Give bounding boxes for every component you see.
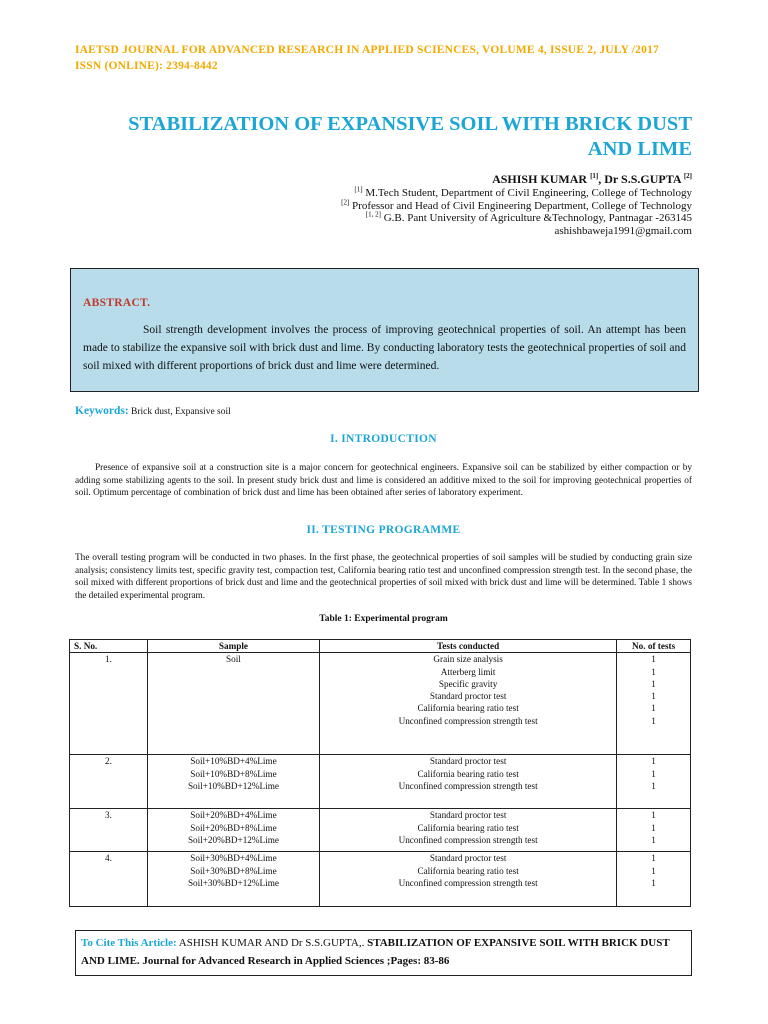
count-line: 1: [651, 691, 656, 702]
test-line: Atterberg limit: [440, 666, 496, 677]
table-caption: Table 1: Experimental program: [319, 614, 448, 624]
count-line: 1: [651, 853, 656, 864]
cell-tests: [320, 809, 617, 852]
cell-sno: 4.: [70, 852, 148, 907]
affiliation-1: [260, 187, 692, 200]
count-line: 1: [651, 810, 656, 821]
citation-authors: ASHISH KUMAR AND Dr S.S.GUPTA,.: [176, 937, 368, 949]
count-line: 1: [651, 865, 656, 876]
test-line: Grain size analysis: [433, 654, 503, 665]
paper-title-line-2: AND LIME: [587, 138, 692, 160]
count-line: 1: [651, 666, 656, 677]
cell-sample: [147, 809, 319, 852]
test-line: Unconfined compression strength test: [398, 834, 538, 845]
test-line: Unconfined compression strength test: [398, 715, 538, 726]
sample-line: Soil: [226, 654, 241, 665]
affiliation-2-text: Professor and Head of Civil Engineering Department, College of Technology: [352, 199, 692, 212]
cell-sample: [147, 653, 319, 755]
citation-box: [75, 930, 692, 976]
cell-tests: [320, 852, 617, 907]
test-line: Standard proctor test: [429, 810, 507, 821]
sample-line: Soil+10%BD+8%Lime: [190, 768, 277, 779]
table-row: [70, 653, 691, 755]
table-row: [70, 755, 691, 809]
cell-count: [617, 653, 691, 755]
test-line: Specific gravity: [438, 678, 498, 689]
test-line: Standard proctor test: [429, 756, 507, 767]
header-sno: S. No.: [70, 640, 148, 653]
header-tests: Tests conducted: [320, 640, 617, 653]
affiliation-3-marker: [1, 2]: [365, 210, 381, 219]
count-line: 1: [651, 703, 656, 714]
cell-sno: 2.: [70, 755, 148, 809]
section-heading-introduction: I. INTRODUCTION: [330, 433, 437, 445]
cell-count: [617, 755, 691, 809]
test-line: California bearing ratio test: [417, 768, 519, 779]
sample-line: Soil+20%BD+4%Lime: [190, 810, 277, 821]
count-line: 1: [651, 822, 656, 833]
count-line: 1: [651, 834, 656, 845]
count-line: 1: [651, 715, 656, 726]
sample-line: Soil+20%BD+12%Lime: [187, 834, 279, 845]
test-line: Unconfined compression strength test: [398, 780, 538, 791]
test-line: Standard proctor test: [429, 691, 507, 702]
sample-line: Soil+30%BD+8%Lime: [190, 865, 277, 876]
cell-sample: [147, 852, 319, 907]
experimental-program-table: [69, 639, 691, 907]
count-line: 1: [651, 780, 656, 791]
affiliation-2-marker: [2]: [341, 197, 350, 206]
author-email[interactable]: ashishbaweja1991@gmail.com: [554, 224, 692, 237]
testing-paragraph: The overall testing program will be conducted in two phases. In the first phase, the geotechnical properties of soil samples will be studied by conducting grain size analysis; consistency limits test, specific gravity test, compaction test, California bearing ratio test and unconfined compression strength test. In the second phase, the soil mixed with different proportions of brick dust and lime and the geotechnical properties of soil mixed with brick dust and lime will be determined. Table 1 shows the detailed experimental program.: [75, 553, 692, 601]
journal-header: [75, 42, 715, 74]
author-2: Dr S.S.GUPTA: [604, 172, 681, 186]
sample-line: Soil+10%BD+4%Lime: [190, 756, 277, 767]
count-line: 1: [651, 678, 656, 689]
test-line: Unconfined compression strength test: [398, 877, 538, 888]
cell-sample: [147, 755, 319, 809]
journal-title-line: IAETSD JOURNAL FOR ADVANCED RESEARCH IN APPLIED SCIENCES, VOLUME 4, ISSUE 2, JULY /2017: [75, 44, 659, 56]
count-line: 1: [651, 756, 656, 767]
author-names: [260, 172, 692, 187]
count-line: 1: [651, 768, 656, 779]
affiliation-3-text: G.B. Pant University of Agriculture &Technology, Pantnagar -263145: [383, 212, 692, 224]
table-row: [70, 852, 691, 907]
cell-count: [617, 809, 691, 852]
count-line: 1: [651, 654, 656, 665]
affiliation-2: [260, 197, 692, 213]
cell-sno: 1.: [70, 653, 148, 755]
paper-title-line-1: STABILIZATION OF EXPANSIVE SOIL WITH BRICK DUST: [128, 113, 692, 135]
test-line: Standard proctor test: [429, 853, 507, 864]
keywords-value: Brick dust, Expansive soil: [131, 407, 231, 417]
table-header-row: [70, 640, 691, 653]
header-sample: Sample: [147, 640, 319, 653]
journal-issn-line: ISSN (ONLINE): 2394-8442: [75, 60, 218, 72]
cell-tests: [320, 653, 617, 755]
count-line: 1: [651, 877, 656, 888]
author-block: [260, 172, 692, 237]
sample-line: Soil+30%BD+12%Lime: [187, 877, 279, 888]
abstract-box: [70, 268, 699, 392]
section-heading-testing-programme: II. TESTING PROGRAMME: [306, 524, 461, 536]
affiliation-1-text: M.Tech Student, Department of Civil Engineering, College of Technology: [365, 187, 692, 199]
abstract-heading: ABSTRACT.: [83, 297, 151, 309]
cell-sno: 3.: [70, 809, 148, 852]
header-count: No. of tests: [617, 640, 691, 653]
author-separator: ,: [598, 172, 605, 186]
test-line: California bearing ratio test: [417, 703, 519, 714]
abstract-text: Soil strength development involves the process of improving geotechnical properties of soil. An attempt has been made to stabilize the expansive soil with brick dust and lime. By conducting laboratory tests the geotechnical properties of soil and soil mixed with different proportions of brick dust and lime were determined.: [83, 324, 686, 372]
table-row: [70, 809, 691, 852]
sample-line: Soil+20%BD+8%Lime: [190, 822, 277, 833]
cell-tests: [320, 755, 617, 809]
test-line: California bearing ratio test: [417, 865, 519, 876]
introduction-paragraph: Presence of expansive soil at a construction site is a major concern for geotechnical engineers. Expansive soil can be stabilized by either compaction or by adding some stabilizing agents to the soil. In present study brick dust and lime is considered an additive mixed to the soil for improving geotechnical properties of soil. Optimum percentage of combination of brick dust and lime has been obtained after series of laboratory experiment.: [75, 463, 692, 498]
author-1: ASHISH KUMAR: [492, 172, 588, 186]
sample-line: Soil+10%BD+12%Lime: [187, 780, 279, 791]
keywords-label: Keywords:: [75, 405, 129, 417]
paper-title: [75, 112, 692, 162]
affiliation-1-marker: [1]: [354, 185, 363, 194]
cell-count: [617, 852, 691, 907]
citation-title: STABILIZATION OF EXPANSIVE SOIL WITH BRICK DUST AND LIME. Journal for Advanced Research in Applied Sciences ;Pages: 83-86: [81, 937, 670, 967]
test-line: California bearing ratio test: [417, 822, 519, 833]
keywords: [75, 405, 231, 417]
author-1-marker: [1]: [590, 172, 599, 180]
author-2-marker: [2]: [683, 172, 692, 180]
affiliation-3: [260, 212, 692, 225]
sample-line: Soil+30%BD+4%Lime: [190, 853, 277, 864]
citation-label: To Cite This Article:: [81, 937, 177, 949]
